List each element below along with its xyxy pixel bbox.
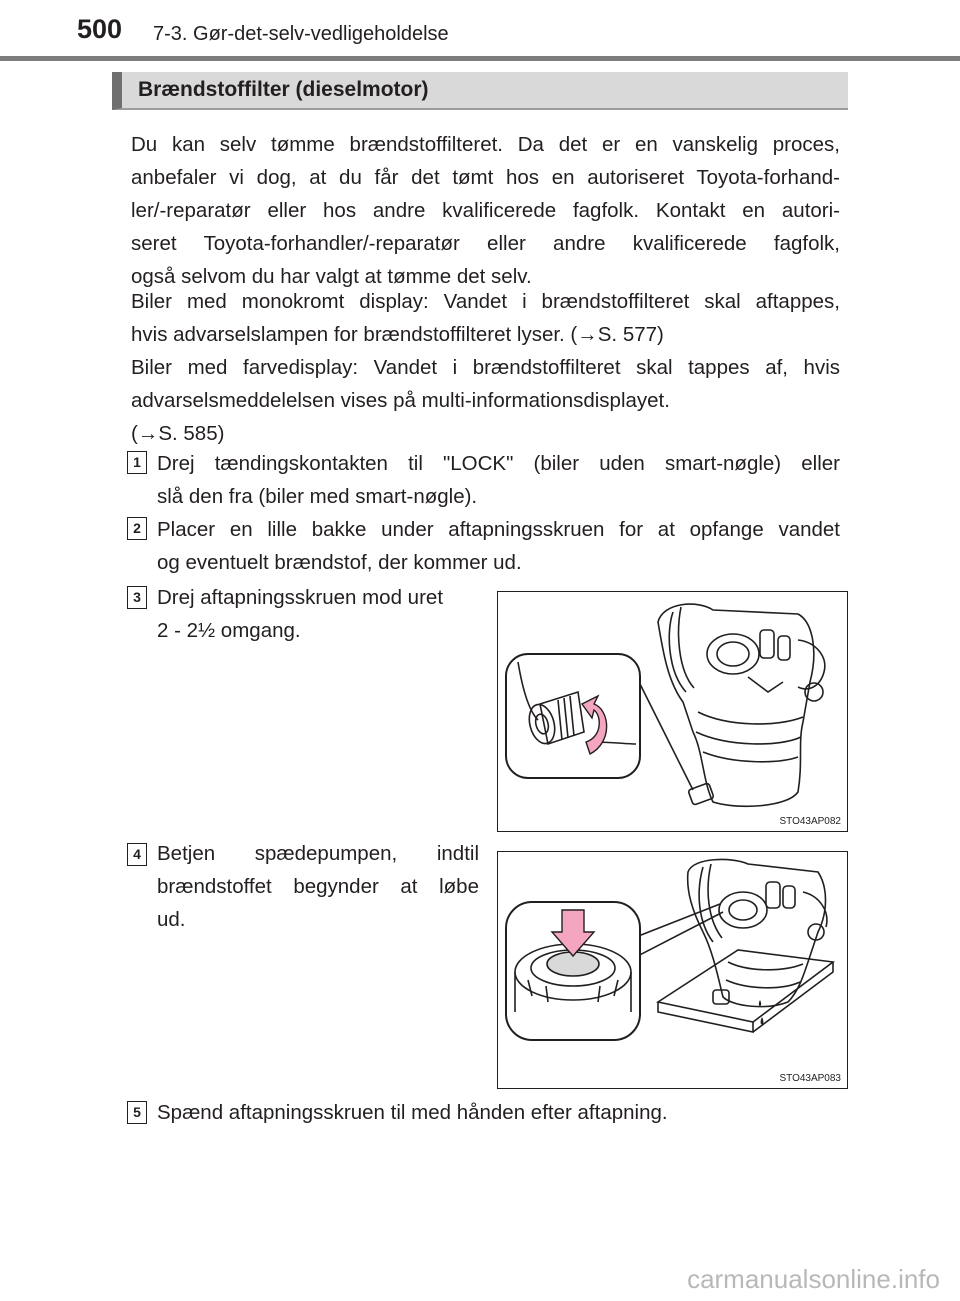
- step-line: Placer en lille bakke under aftapningsskruen for at opfange vandet: [157, 518, 840, 541]
- step-line: Drej tændingskontakten til "LOCK" (biler uden smart-nøgle) eller: [157, 452, 840, 475]
- intro-line: seret Toyota-forhandler/-reparatør eller andre kvalificerede fagfolk,: [131, 232, 840, 255]
- figure-code: STO43AP083: [779, 1073, 841, 1084]
- intro-line: også selvom du har valgt at tømme det selv.: [131, 265, 532, 288]
- step-line: brændstoffet begynder at løbe: [157, 875, 479, 898]
- step-line: Spænd aftapningsskruen til med hånden efter aftapning.: [157, 1101, 668, 1124]
- step-line: 2 - 2½ omgang.: [157, 619, 301, 642]
- step-line: Drej aftapningsskruen mod uret: [157, 586, 444, 609]
- step-line: og eventuelt brændstof, der kommer ud.: [157, 551, 522, 574]
- step-line: slå den fra (biler med smart-nøgle).: [157, 485, 478, 508]
- figure-drain-screw: [497, 591, 848, 832]
- step-3-text: [157, 581, 479, 647]
- step-number-badge: 4: [127, 843, 147, 866]
- section-banner: [112, 72, 848, 110]
- intro-paragraph-2: [131, 285, 840, 351]
- intro-line: Du kan selv tømme brændstoffilteret. Da det er en vanskelig proces,: [131, 133, 840, 156]
- intro-line: hvis advarselslampen for brændstoffilteret lyser. (→S. 577): [131, 323, 664, 346]
- intro-line: (→S. 585): [131, 422, 225, 445]
- intro-paragraph-3: [131, 351, 840, 450]
- watermark: carmanualsonline.info: [687, 1264, 940, 1294]
- intro-paragraph-1: [131, 128, 840, 293]
- page-number: 500: [77, 14, 123, 44]
- chapter-title: 7-3. Gør-det-selv-vedligeholdelse: [153, 23, 449, 45]
- step-number-badge: 1: [127, 451, 147, 474]
- section-title: Brændstoffilter (dieselmotor): [138, 78, 429, 101]
- step-number-badge: 3: [127, 586, 147, 609]
- intro-line: Biler med monokromt display: Vandet i brændstoffilteret skal aftappes,: [131, 290, 840, 313]
- step-1-text: [157, 447, 840, 513]
- intro-line: advarselsmeddelelsen vises på multi-informationsdisplayet.: [131, 389, 670, 412]
- step-number-badge: 5: [127, 1101, 147, 1124]
- figure-code: STO43AP082: [779, 816, 841, 827]
- header-rule: [0, 56, 960, 61]
- fuel-filter-drain-illustration: [498, 592, 847, 831]
- priming-pump-illustration: [498, 852, 847, 1088]
- intro-line: anbefaler vi dog, at du får det tømt hos en autoriseret Toyota-forhand-: [131, 166, 840, 189]
- intro-line: Biler med farvedisplay: Vandet i brændstoffilteret skal tappes af, hvis: [131, 356, 840, 379]
- figure-priming-pump: [497, 851, 848, 1089]
- step-number-badge: 2: [127, 517, 147, 540]
- step-4-text: [157, 837, 479, 936]
- step-5-text: [157, 1096, 840, 1129]
- step-line: ud.: [157, 908, 186, 931]
- intro-line: ler/-reparatør eller hos andre kvalificerede fagfolk. Kontakt en autori-: [131, 199, 840, 222]
- step-line: Betjen spædepumpen, indtil: [157, 842, 479, 865]
- step-2-text: [157, 513, 840, 579]
